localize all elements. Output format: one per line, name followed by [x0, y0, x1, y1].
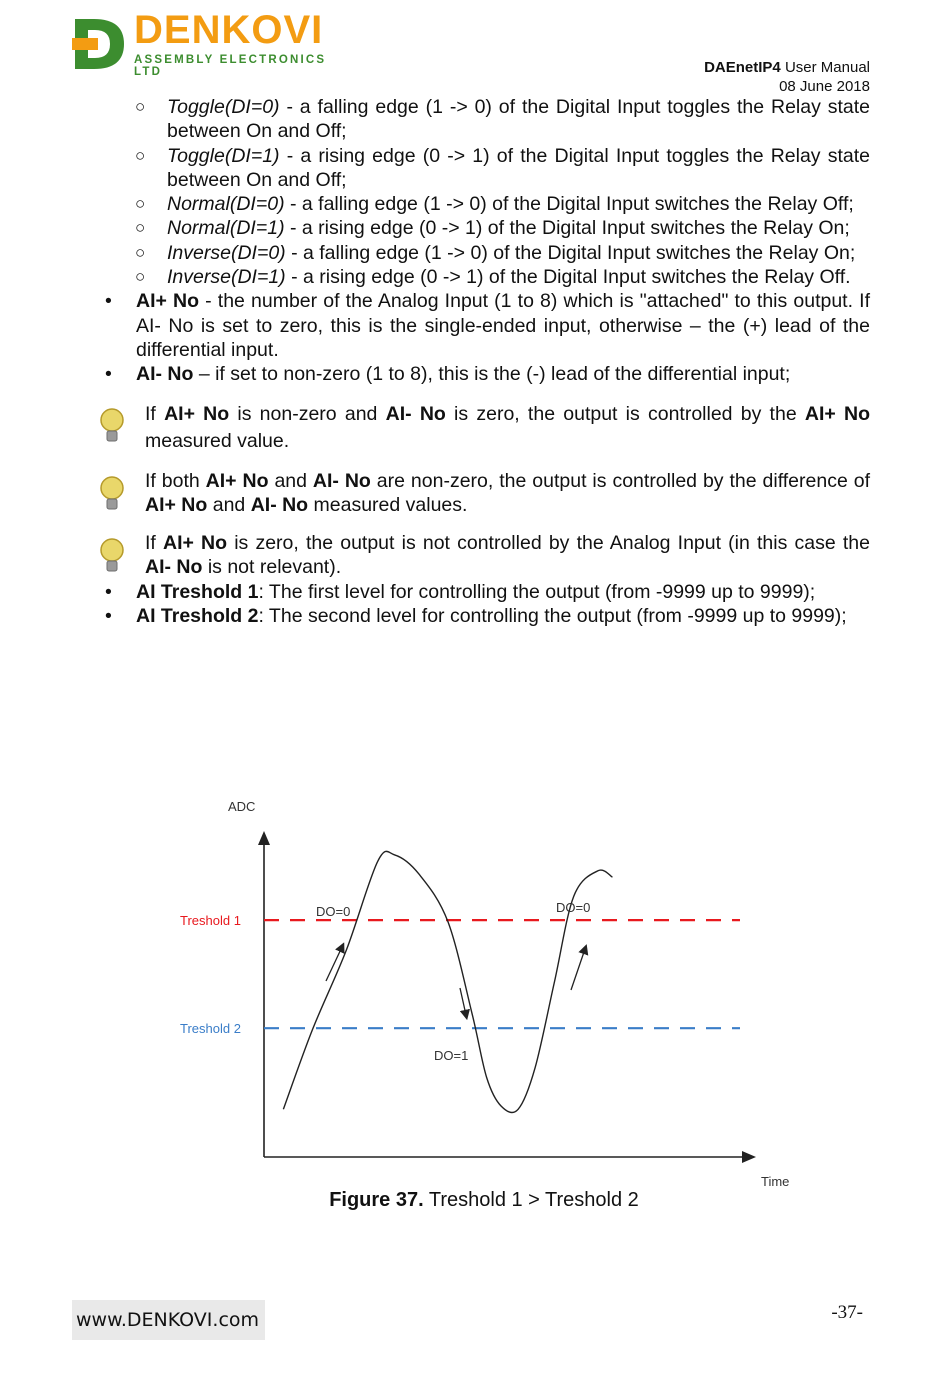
mode-term: Toggle(DI=0) [167, 96, 280, 118]
note-text: measured value. [145, 429, 290, 452]
document-header [704, 58, 870, 96]
page-number: -37- [831, 1302, 863, 1323]
figure-title: Treshold 1 > Treshold 2 [423, 1189, 639, 1211]
list-item [105, 604, 870, 628]
y-axis-label: ADC [228, 799, 256, 814]
threshold-chart [160, 795, 810, 1195]
note-term: AI- No [145, 556, 203, 579]
note-text: is zero, the output is controlled by the [445, 402, 805, 425]
field-description: – if set to non-zero (1 to 8), this is the (-) lead of the differential input; [193, 363, 791, 386]
list-item [105, 289, 870, 362]
field-description: - the number of the Analog Input (1 to 8) which is "attached" to this output. If AI- No is set to zero, this is the single-ended input, otherwise – the (+) lead of the differential input. [136, 290, 870, 361]
denkovi-d-logo-icon [72, 16, 130, 72]
list-item [105, 216, 870, 240]
note-term: AI- No [385, 402, 446, 425]
field-term: AI Treshold 1 [136, 580, 259, 603]
note-term: AI+ No [145, 493, 208, 516]
mode-term: Inverse(DI=0) [167, 241, 286, 264]
brand-name: DENKOVI [134, 8, 324, 52]
note-text: is zero, the output is not controlled by the Analog Input (in this case the [227, 532, 870, 555]
mode-term: Inverse(DI=1) [167, 266, 286, 289]
note-text: and [207, 493, 251, 516]
product-name: DAEnetIP4 [704, 59, 781, 76]
circle-bullet-icon: ○ [135, 242, 146, 262]
note-text: and [268, 469, 313, 492]
falling-arrow-icon [460, 988, 466, 1015]
note-tip [105, 531, 870, 580]
page-content [105, 95, 870, 628]
lightbulb-icon [97, 475, 127, 515]
note-term: AI- No [250, 493, 309, 516]
note-text: If both [145, 469, 206, 492]
field-term: AI- No [136, 363, 194, 386]
mode-term: Toggle(DI=1) [167, 144, 280, 167]
bullet-icon: • [105, 580, 112, 603]
manual-label: User Manual [784, 59, 870, 76]
note-text: measured values. [308, 493, 468, 516]
note-text: is non-zero and [229, 402, 386, 425]
footer-url: www.DENKOVI.com [76, 1309, 260, 1331]
note-term: AI+ No [205, 469, 269, 492]
mode-description: - a falling edge (1 -> 0) of the Digital Input toggles the Relay state between On and Off; [167, 96, 870, 143]
field-term: AI Treshold 2 [136, 605, 259, 628]
list-item [105, 95, 870, 144]
mode-term: Normal(DI=0) [167, 193, 285, 216]
note-text: If [145, 532, 163, 555]
x-axis-label: Time [761, 1174, 790, 1189]
note-term: AI+ No [804, 402, 870, 425]
mode-description: - a rising edge (0 -> 1) of the Digital Input toggles the Relay state between On and Off; [167, 144, 870, 191]
bullet-icon: • [105, 363, 112, 386]
note-term: AI+ No [164, 402, 230, 425]
note-term: AI- No [312, 469, 371, 492]
lightbulb-icon [97, 407, 127, 447]
list-item [105, 362, 870, 386]
field-description: : The second level for controlling the output (from -9999 up to 9999); [258, 605, 847, 628]
footer-website-logo [72, 1300, 265, 1340]
circle-bullet-icon: ○ [135, 267, 146, 287]
list-item [105, 192, 870, 216]
note-tip [105, 401, 870, 455]
figure-label: Figure 37. [329, 1189, 424, 1211]
circle-bullet-icon: ○ [135, 194, 146, 214]
note-tip [105, 469, 870, 518]
mode-description: - a rising edge (0 -> 1) of the Digital Input switches the Relay On; [284, 217, 850, 240]
x-axis-arrow-icon [742, 1151, 756, 1163]
do-state-label: DO=1 [434, 1048, 469, 1063]
adc-signal-curve [283, 851, 612, 1112]
note-text: is not relevant). [202, 556, 342, 579]
bullet-icon: • [105, 605, 112, 628]
do-state-label: DO=0 [556, 900, 591, 915]
mode-description: - a falling edge (1 -> 0) of the Digital Input switches the Relay On; [285, 241, 856, 264]
company-logo [72, 8, 332, 78]
brand-subtitle: ASSEMBLY ELECTRONICS LTD [134, 54, 327, 78]
list-item [105, 241, 870, 265]
field-description: : The first level for controlling the output (from -9999 up to 9999); [258, 580, 816, 603]
bullet-icon: • [105, 290, 112, 313]
note-term: AI+ No [163, 532, 228, 555]
do-state-label: DO=0 [316, 904, 351, 919]
y-axis-arrow-icon [258, 831, 270, 845]
figure-caption [0, 1189, 950, 1212]
lightbulb-icon [97, 537, 127, 577]
mode-description: - a falling edge (1 -> 0) of the Digital Input switches the Relay Off; [284, 193, 854, 216]
note-text: are non-zero, the output is controlled by the difference of [370, 469, 871, 492]
circle-bullet-icon: ○ [135, 218, 146, 238]
rising-arrow-icon [326, 947, 342, 981]
threshold-1-label: Treshold 1 [180, 913, 241, 929]
list-item [105, 265, 870, 289]
mode-term: Normal(DI=1) [167, 217, 285, 240]
circle-bullet-icon: ○ [135, 97, 146, 116]
mode-description: - a rising edge (0 -> 1) of the Digital Input switches the Relay Off. [285, 266, 851, 289]
rising-arrow-icon [571, 949, 585, 990]
circle-bullet-icon: ○ [135, 145, 146, 165]
document-date: 08 June 2018 [779, 78, 870, 95]
list-item [105, 580, 870, 604]
threshold-2-label: Treshold 2 [180, 1021, 241, 1037]
note-text: If [145, 402, 165, 425]
list-item [105, 144, 870, 193]
field-term: AI+ No [136, 290, 200, 313]
